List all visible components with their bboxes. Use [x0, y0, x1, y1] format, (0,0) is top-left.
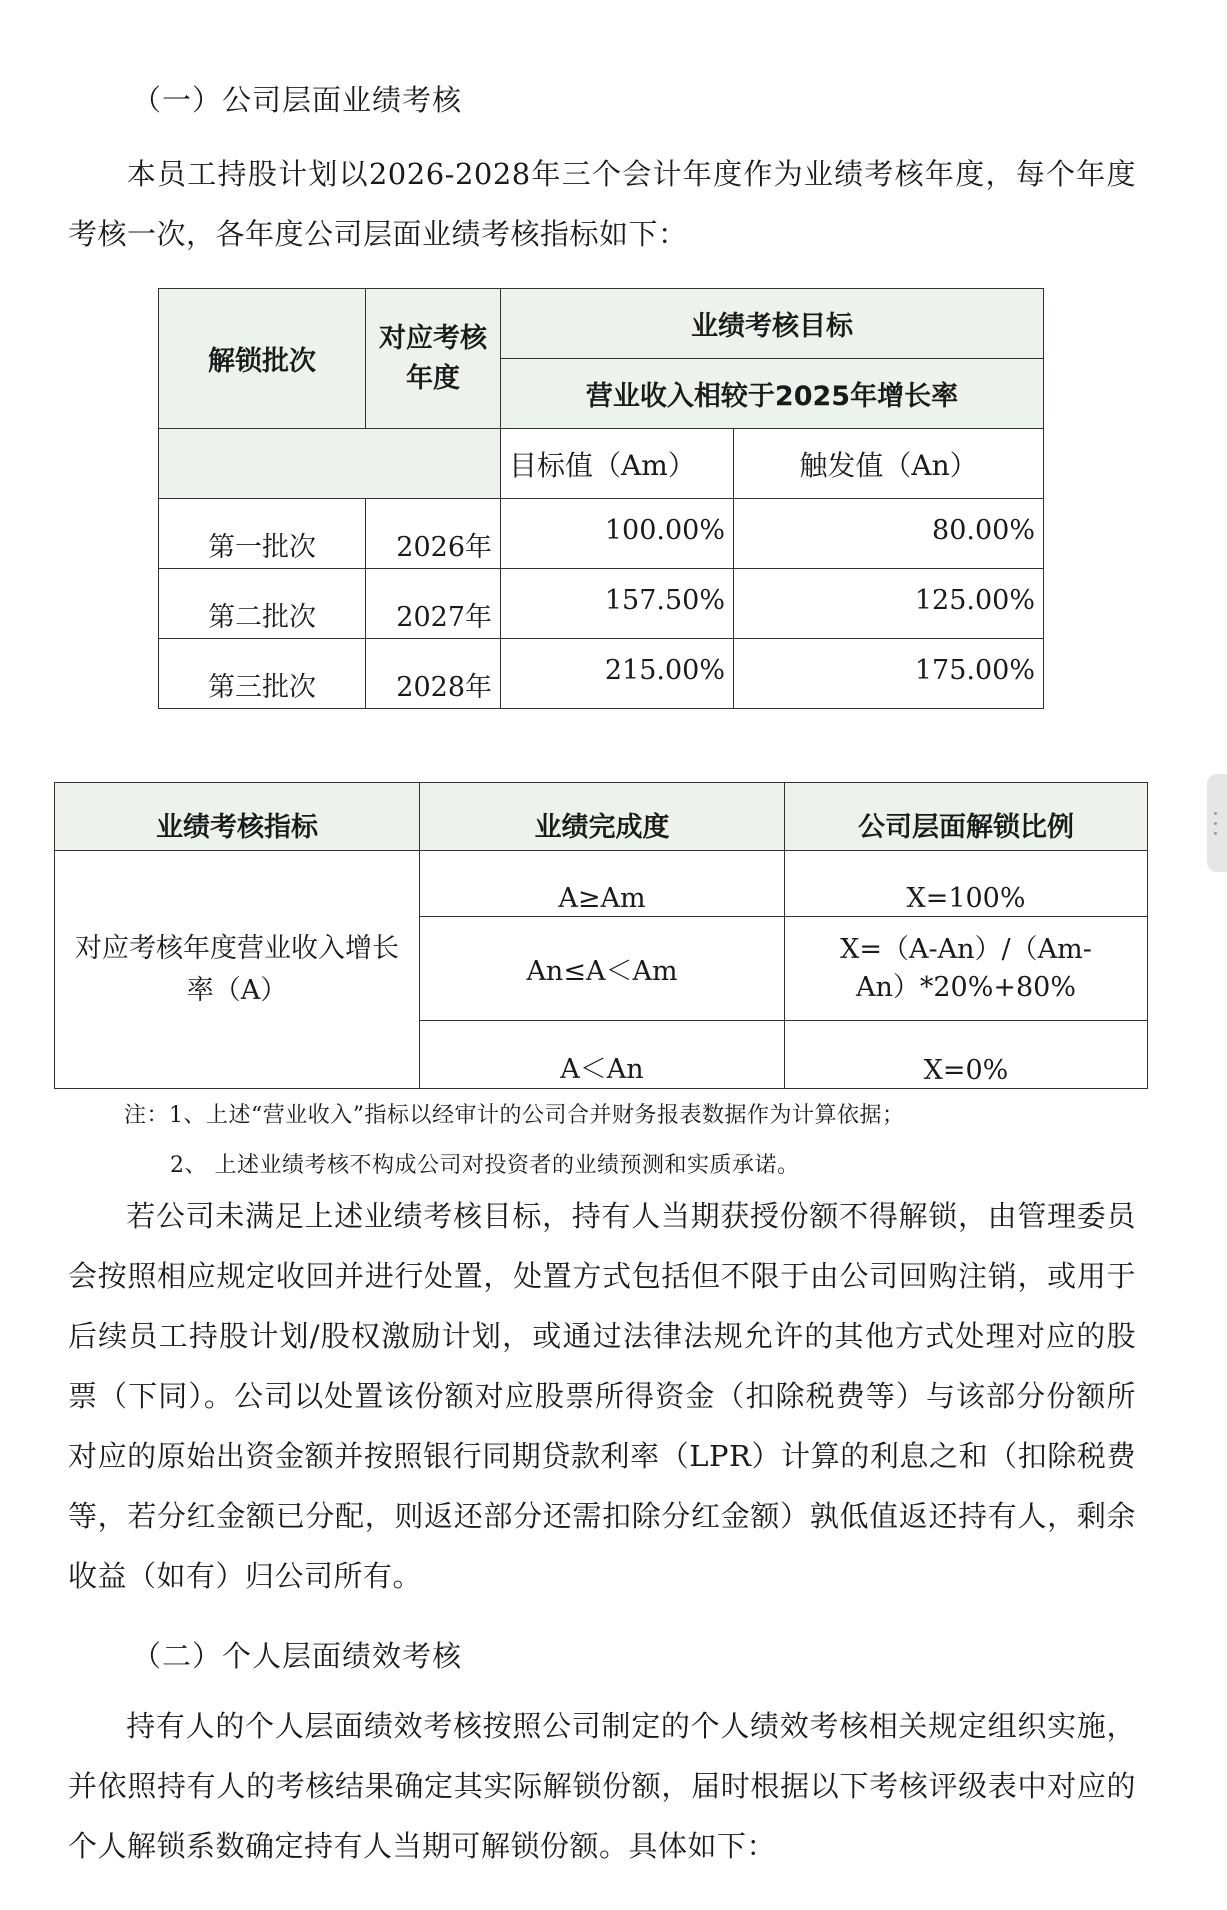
- col-year-header: 对应考核年度: [366, 289, 501, 429]
- unlock-ratio-table: [54, 782, 1148, 1089]
- section1-heading: （一）公司层面业绩考核: [132, 83, 463, 117]
- col-ratio-header: 公司层面解锁比例: [785, 783, 1148, 851]
- growth-header: 营业收入相较于2025年增长率: [501, 359, 1044, 429]
- section2-intro: 持有人的个人层面绩效考核按照公司制定的个人绩效考核相关规定组织实施，并依照持有人的考核结果确定其实际解锁份额，届时根据以下考核评级表中对应的个人解锁系数确定持有人当期可解锁份额。具体如下：: [68, 1709, 1136, 1863]
- section2-heading: （二）个人层面绩效考核: [132, 1639, 463, 1673]
- table-row: 第三批次 2028年 215.00% 175.00%: [159, 639, 1044, 709]
- grip-dot: [1214, 822, 1217, 825]
- col-batch-header: 解锁批次: [159, 289, 366, 429]
- table-row: 第二批次 2027年 157.50% 125.00%: [159, 569, 1044, 639]
- table-row: 第一批次 2026年 100.00% 80.00%: [159, 499, 1044, 569]
- grip-dot: [1214, 832, 1217, 835]
- col-an-header: 触发值（An）: [734, 429, 1044, 499]
- section1-intro: 本员工持股计划以2026-2028年三个会计年度作为业绩考核年度，每个年度考核一次，各年度公司层面业绩考核指标如下：: [68, 157, 1136, 251]
- performance-target-table: [158, 288, 1044, 709]
- table-row: A＜An X=0%: [55, 1021, 1148, 1089]
- unlock-paragraph: 若公司未满足上述业绩考核目标，持有人当期获授份额不得解锁，由管理委员会按照相应规定收回并进行处置，处置方式包括但不限于由公司回购注销，或用于后续员工持股计划/股权激励计划，或通过法律法规允许的其他方式处理对应的股票（下同）。公司以处置该份额对应股票所得资金（扣除税费等）与该部分份额所对应的原始出资金额并按照银行同期贷款利率（LPR）计算的利息之和（扣除税费等，若分红金额已分配，则返还部分还需扣除分红金额）孰低值返还持有人，剩余收益（如有）归公司所有。: [68, 1199, 1136, 1593]
- scroll-handle[interactable]: [1207, 774, 1227, 872]
- note-1: 注：1、上述“营业收入”指标以经审计的公司合并财务报表数据作为计算依据；: [124, 1103, 905, 1128]
- table-row: An≤A＜Am X=（A-An）/（Am-An）*20%+80%: [55, 917, 1148, 1021]
- col-am-header: 目标值（Am）: [501, 429, 734, 499]
- table-row: 对应考核年度营业收入增长率（A） A≥Am X=100%: [55, 851, 1148, 917]
- grip-dot: [1214, 812, 1217, 815]
- col-indicator-header: 业绩考核指标: [55, 783, 420, 851]
- note-2: 2、 上述业绩考核不构成公司对投资者的业绩预测和实质承诺。: [170, 1153, 800, 1178]
- col-completion-header: 业绩完成度: [420, 783, 785, 851]
- indicator-cell: 对应考核年度营业收入增长率（A）: [55, 851, 420, 1089]
- target-header: 业绩考核目标: [501, 289, 1044, 359]
